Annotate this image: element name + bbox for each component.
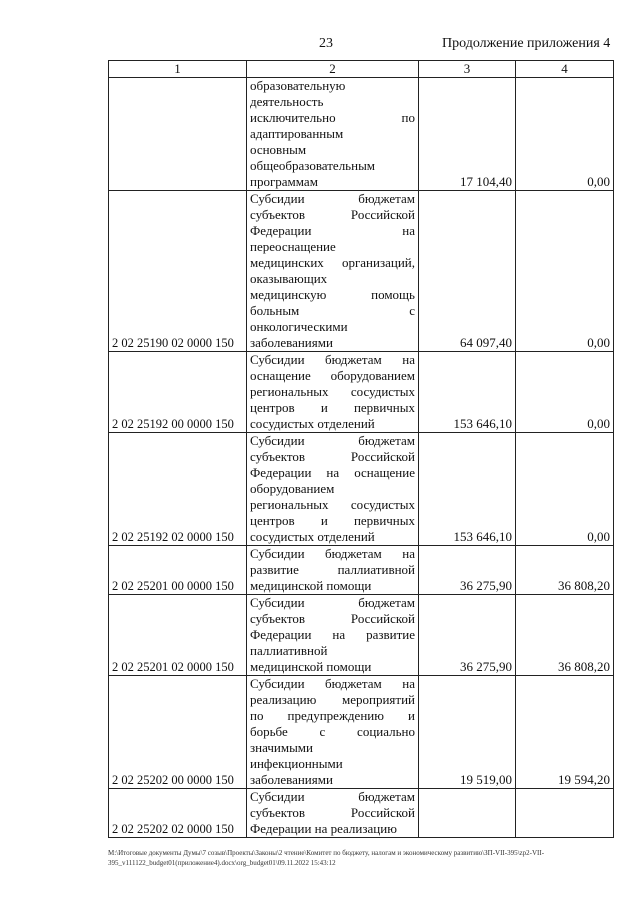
description-line: оказывающих bbox=[250, 271, 328, 286]
page-number: 23 bbox=[319, 36, 333, 51]
table-row bbox=[109, 78, 614, 191]
description-line: значимыми bbox=[250, 740, 313, 755]
table-row bbox=[109, 352, 614, 433]
row-code: 2 02 25192 00 0000 150 bbox=[109, 352, 247, 433]
column-header-2: 2 bbox=[247, 61, 419, 78]
description-line: сосудистых отделений bbox=[250, 529, 375, 544]
table-row bbox=[109, 191, 614, 352]
table-body bbox=[109, 78, 614, 838]
description-line: оборудованием bbox=[250, 481, 335, 496]
row-value-col4 bbox=[516, 789, 614, 838]
description-line: основным bbox=[250, 142, 307, 157]
budget-table bbox=[108, 60, 614, 838]
table-row bbox=[109, 595, 614, 676]
description-line: Федерации на bbox=[250, 223, 415, 238]
row-value-col3: 36 275,90 bbox=[419, 546, 516, 595]
row-code: 2 02 25201 02 0000 150 bbox=[109, 595, 247, 676]
description-line: центров и первичных bbox=[250, 513, 415, 528]
description-line: заболеваниями bbox=[250, 335, 333, 350]
row-value-col4: 0,00 bbox=[516, 433, 614, 546]
row-description bbox=[247, 78, 419, 191]
description-line: Федерации на оснащение bbox=[250, 465, 415, 480]
row-description bbox=[247, 676, 419, 789]
table-row bbox=[109, 546, 614, 595]
description-line: медицинской помощи bbox=[250, 578, 372, 593]
description-line: оснащение оборудованием bbox=[250, 368, 415, 383]
row-description bbox=[247, 191, 419, 352]
description-line: сосудистых отделений bbox=[250, 416, 375, 431]
row-description bbox=[247, 789, 419, 838]
row-value-col4: 0,00 bbox=[516, 78, 614, 191]
description-line: Субсидии бюджетам на bbox=[250, 676, 415, 691]
description-line: Субсидии бюджетам bbox=[250, 191, 415, 206]
description-line: медицинской помощи bbox=[250, 659, 372, 674]
table-row bbox=[109, 433, 614, 546]
description-line: Федерации на реализацию bbox=[250, 821, 397, 836]
description-line: борьбе с социально bbox=[250, 724, 415, 739]
row-value-col3: 36 275,90 bbox=[419, 595, 516, 676]
row-description bbox=[247, 595, 419, 676]
row-value-col4: 0,00 bbox=[516, 352, 614, 433]
row-code: 2 02 25190 02 0000 150 bbox=[109, 191, 247, 352]
description-line: Субсидии бюджетам на bbox=[250, 546, 415, 561]
row-description bbox=[247, 433, 419, 546]
description-line: субъектов Российской bbox=[250, 207, 415, 222]
description-line: Субсидии бюджетам на bbox=[250, 352, 415, 367]
description-line: исключительно по bbox=[250, 110, 415, 125]
footer-path-line-1: M:\Итоговые документы Думы\7 созыв\Проекты\Законы\2 чтение\Комитет по бюджету, налогам и экономическому развитию\ЗП-VII-395\zp2-VII- bbox=[108, 849, 545, 857]
row-code: 2 02 25202 02 0000 150 bbox=[109, 789, 247, 838]
description-line: Субсидии бюджетам bbox=[250, 595, 415, 610]
row-code: 2 02 25201 00 0000 150 bbox=[109, 546, 247, 595]
description-line: программам bbox=[250, 174, 318, 189]
row-value-col3: 153 646,10 bbox=[419, 433, 516, 546]
description-line: региональных сосудистых bbox=[250, 384, 415, 399]
row-value-col3: 17 104,40 bbox=[419, 78, 516, 191]
row-code: 2 02 25202 00 0000 150 bbox=[109, 676, 247, 789]
row-value-col3: 153 646,10 bbox=[419, 352, 516, 433]
row-value-col4: 0,00 bbox=[516, 191, 614, 352]
description-line: Субсидии бюджетам bbox=[250, 789, 415, 804]
row-value-col3 bbox=[419, 789, 516, 838]
row-value-col3: 19 519,00 bbox=[419, 676, 516, 789]
row-description bbox=[247, 546, 419, 595]
column-header-1: 1 bbox=[109, 61, 247, 78]
description-line: медицинскую помощь bbox=[250, 287, 415, 302]
column-header-4: 4 bbox=[516, 61, 614, 78]
row-code: 2 02 25192 02 0000 150 bbox=[109, 433, 247, 546]
description-line: Федерации на развитие bbox=[250, 627, 415, 642]
description-line: переоснащение bbox=[250, 239, 336, 254]
row-value-col4: 19 594,20 bbox=[516, 676, 614, 789]
description-line: образовательную bbox=[250, 78, 346, 93]
row-code bbox=[109, 78, 247, 191]
description-line: по предупреждению и bbox=[250, 708, 415, 723]
column-header-3: 3 bbox=[419, 61, 516, 78]
description-line: развитие паллиативной bbox=[250, 562, 415, 577]
description-line: Субсидии бюджетам bbox=[250, 433, 415, 448]
table-row bbox=[109, 676, 614, 789]
description-line: реализацию мероприятий bbox=[250, 692, 415, 707]
description-line: заболеваниями bbox=[250, 772, 333, 787]
description-line: адаптированным bbox=[250, 126, 344, 141]
continuation-label: Продолжение приложения 4 bbox=[442, 36, 611, 51]
row-value-col4: 36 808,20 bbox=[516, 546, 614, 595]
description-line: больным с bbox=[250, 303, 415, 318]
description-line: онкологическими bbox=[250, 319, 348, 334]
header-row bbox=[109, 61, 614, 78]
description-line: общеобразовательным bbox=[250, 158, 376, 173]
description-line: инфекционными bbox=[250, 756, 343, 771]
table-row bbox=[109, 789, 614, 838]
description-line: центров и первичных bbox=[250, 400, 415, 415]
document-path-footer bbox=[108, 848, 613, 868]
row-value-col4: 36 808,20 bbox=[516, 595, 614, 676]
description-line: субъектов Российской bbox=[250, 611, 415, 626]
description-line: медицинских организаций, bbox=[250, 255, 415, 270]
row-description bbox=[247, 352, 419, 433]
description-line: паллиативной bbox=[250, 643, 328, 658]
description-line: субъектов Российской bbox=[250, 449, 415, 464]
row-value-col3: 64 097,40 bbox=[419, 191, 516, 352]
description-line: деятельность bbox=[250, 94, 324, 109]
description-line: субъектов Российской bbox=[250, 805, 415, 820]
description-line: региональных сосудистых bbox=[250, 497, 415, 512]
footer-path-line-2: 395_v111122_budget01(приложение4).docx\org_budget01\09.11.2022 15:43:12 bbox=[108, 859, 336, 867]
